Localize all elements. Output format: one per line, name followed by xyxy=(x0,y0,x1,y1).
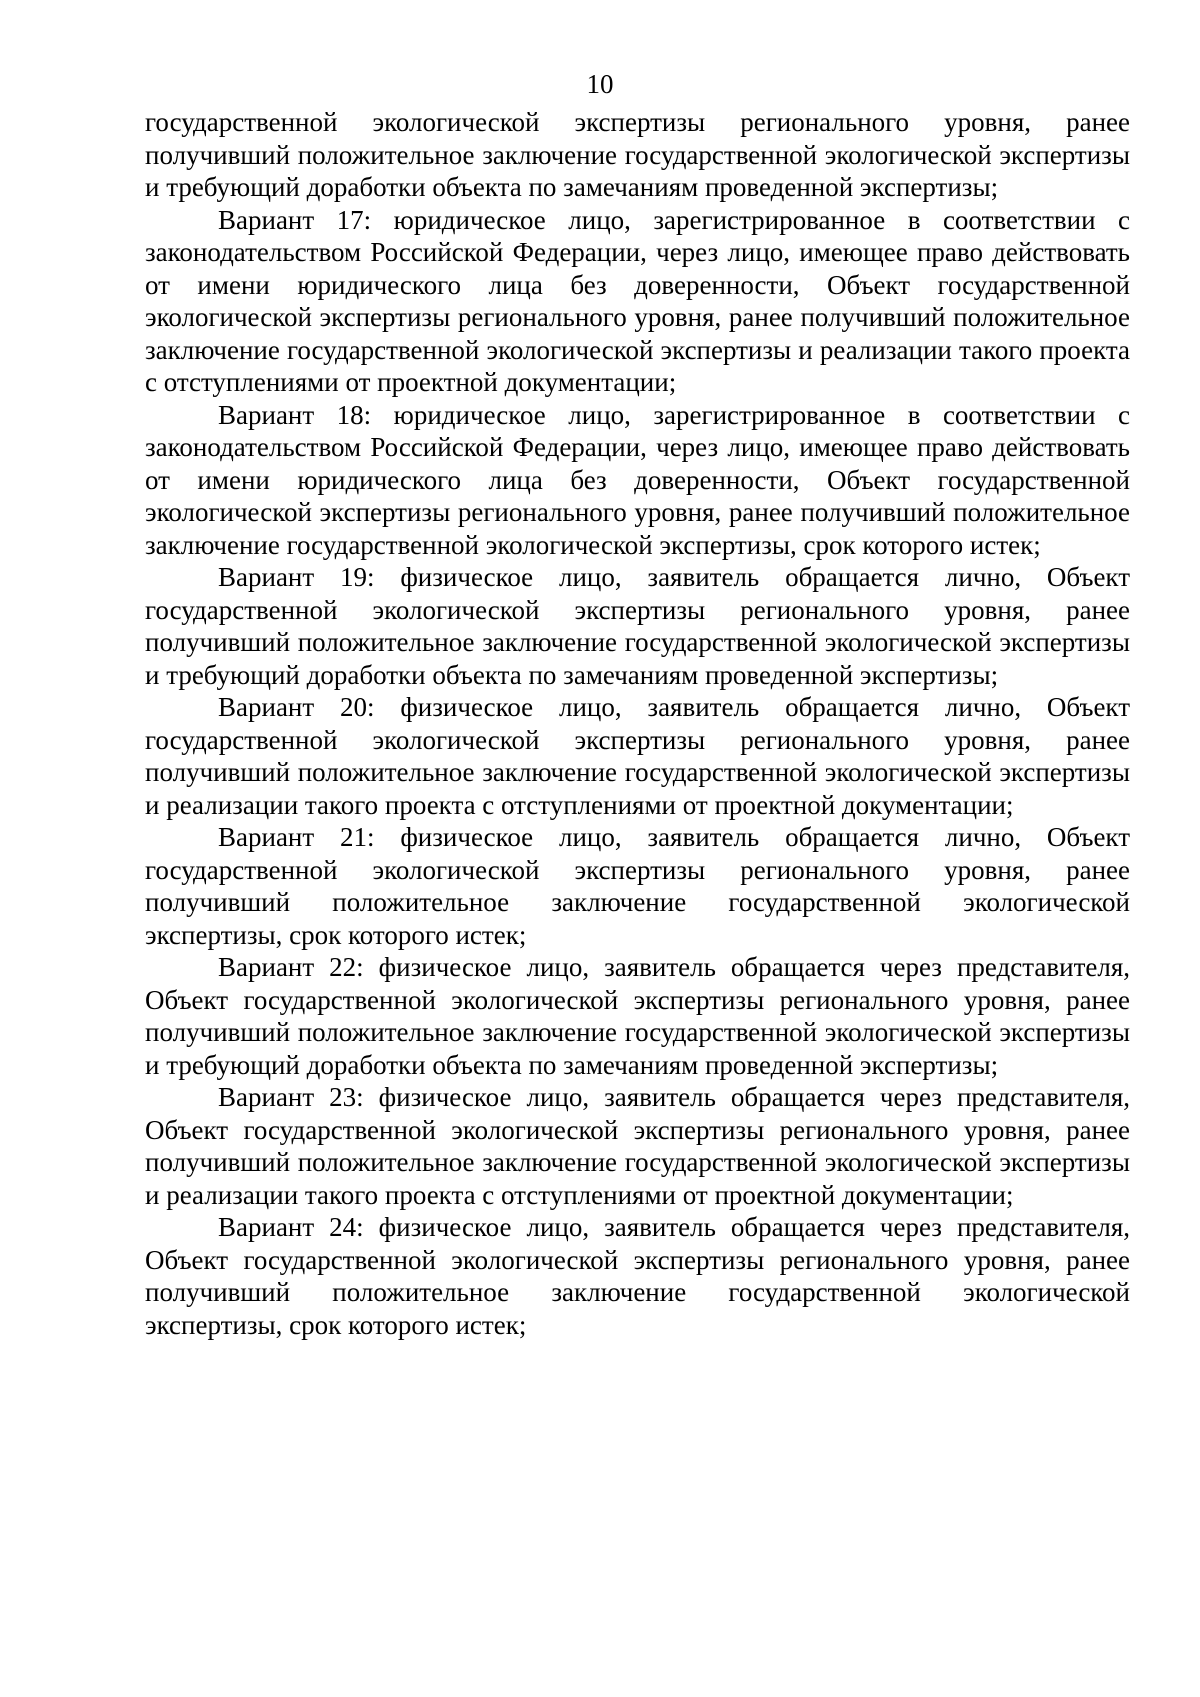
page-number: 10 xyxy=(586,69,614,99)
paragraph-variant-18: Вариант 18: юридическое лицо, зарегистрированное в соответствии с законодательством Российской Федерации, через лицо, имеющее право действовать от имени юридического лица без доверенности, Объект государственной экологической экспертизы регионального уровня, ранее получивший положительное заключение государственной экологической экспертизы, срок которого истек; xyxy=(145,399,1130,560)
paragraph-variant-22: Вариант 22: физическое лицо, заявитель обращается через представителя, Объект государственной экологической экспертизы регионального уровня, ранее получивший положительное заключение государственной экологической экспертизы и требующий доработки объекта по замечаниям проведенной экспертизы; xyxy=(145,952,1130,1080)
paragraph-variant-24: Вариант 24: физическое лицо, заявитель обращается через представителя, Объект государственной экологической экспертизы регионального уровня, ранее получивший положительное заключение государственной экологической экспертизы, срок которого истек; xyxy=(145,1212,1130,1340)
paragraph-variant-20: Вариант 20: физическое лицо, заявитель обращается лично, Объект государственной экологической экспертизы регионального уровня, ранее получивший положительное заключение государственной экологической экспертизы и реализации такого проекта с отступлениями от проектной документации; xyxy=(145,692,1130,820)
paragraph-variant-23: Вариант 23: физическое лицо, заявитель обращается через представителя, Объект государственной экологической экспертизы регионального уровня, ранее получивший положительное заключение государственной экологической экспертизы и реализации такого проекта с отступлениями от проектной документации; xyxy=(145,1082,1130,1210)
paragraph-variant-17: Вариант 17: юридическое лицо, зарегистрированное в соответствии с законодательством Российской Федерации, через лицо, имеющее право действовать от имени юридического лица без доверенности, Объект государственной экологической экспертизы регионального уровня, ранее получивший положительное заключение государственной экологической экспертизы и реализации такого проекта с отступлениями от проектной документации; xyxy=(145,204,1130,397)
paragraph-continuation: государственной экологической экспертизы регионального уровня, ранее получивший положительное заключение государственной экологической экспертизы и требующий доработки объекта по замечаниям проведенной экспертизы; xyxy=(145,107,1130,202)
paragraph-variant-19: Вариант 19: физическое лицо, заявитель обращается лично, Объект государственной экологической экспертизы регионального уровня, ранее получивший положительное заключение государственной экологической экспертизы и требующий доработки объекта по замечаниям проведенной экспертизы; xyxy=(145,562,1130,690)
document-body xyxy=(145,106,1130,1341)
paragraph-variant-21: Вариант 21: физическое лицо, заявитель обращается лично, Объект государственной экологической экспертизы регионального уровня, ранее получивший положительное заключение государственной экологической экспертизы, срок которого истек; xyxy=(145,822,1130,950)
